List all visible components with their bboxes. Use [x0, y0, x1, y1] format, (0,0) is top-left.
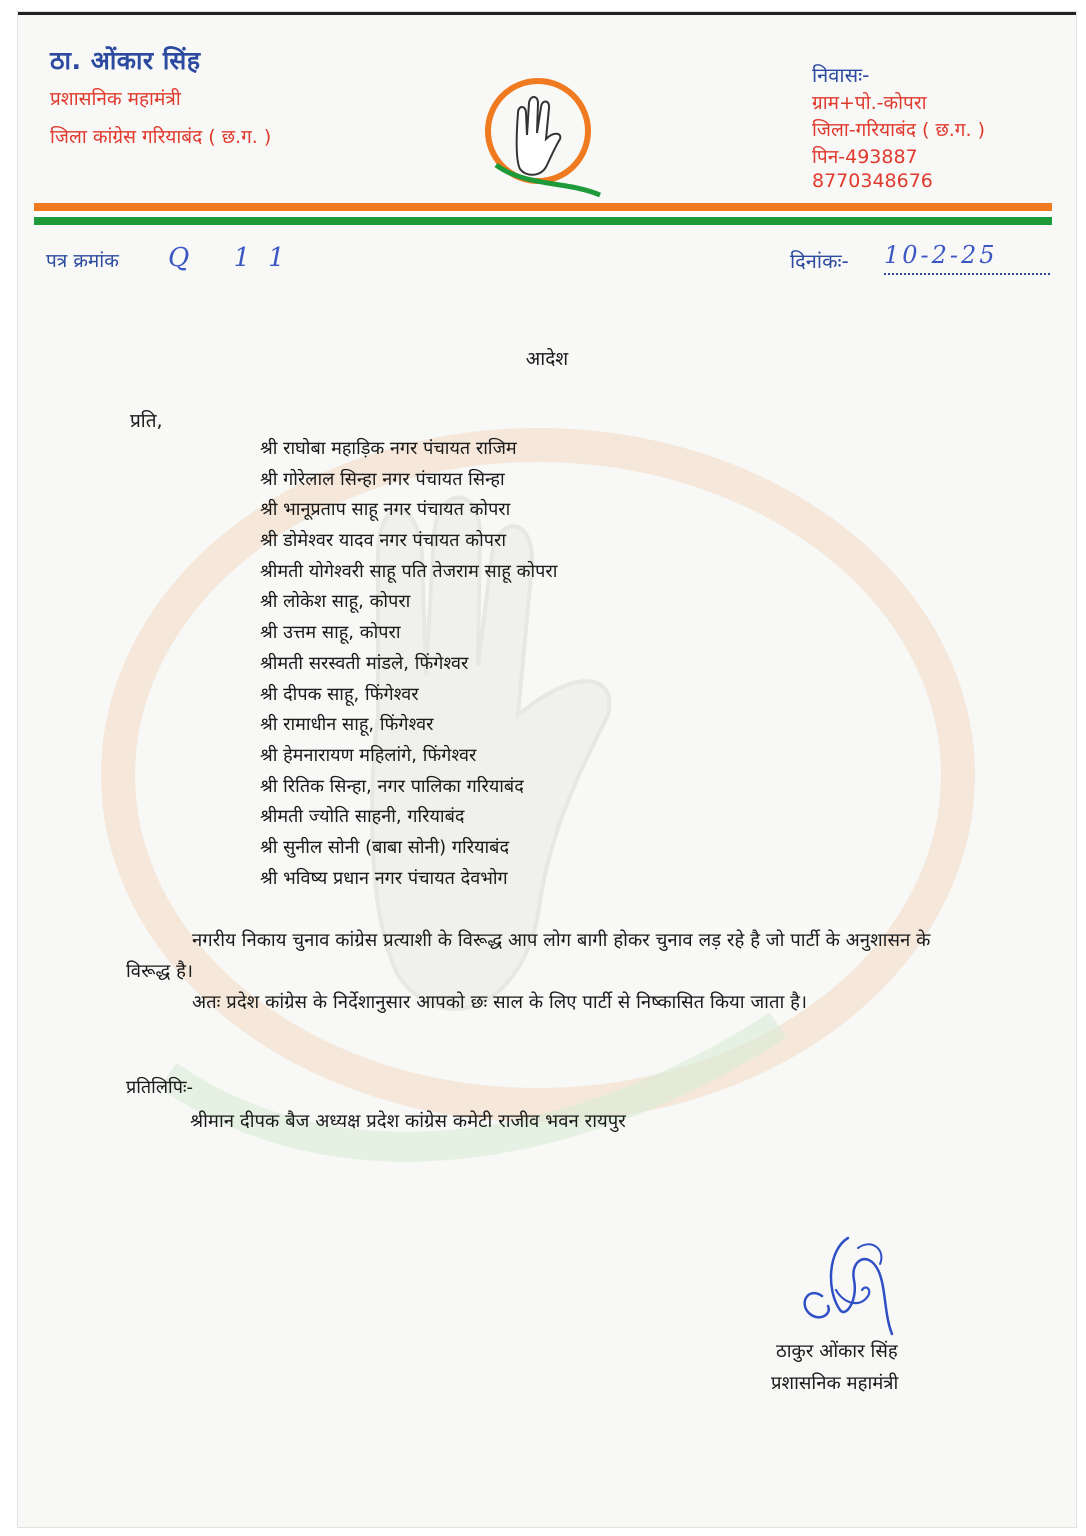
saffron-rule — [34, 203, 1052, 211]
letter-page — [18, 12, 1076, 1527]
signatory-title: प्रशासनिक महामंत्री — [771, 1373, 899, 1394]
date-value: 10-2-25 — [884, 241, 998, 269]
recipient-item: श्री लोकेश साहू, कोपरा — [260, 591, 411, 613]
recipient-item: श्री डोमेश्वर यादव नगर पंचायत कोपरा — [260, 530, 506, 552]
residence-pin: पिन-493887 — [812, 146, 918, 168]
sender-name: ठा. ओंकार सिंह — [50, 46, 201, 75]
date-dotted-line — [884, 273, 1050, 275]
recipient-item: श्री भविष्य प्रधान नगर पंचायत देवभोग — [260, 867, 508, 889]
order-heading: आदेश — [525, 348, 569, 370]
recipient-item: श्री सुनील सोनी (बाबा सोनी) गरियाबंद — [260, 836, 510, 858]
recipient-item: श्री राघोबा महाड़िक नगर पंचायत राजिम — [260, 438, 517, 459]
residence-phone: 8770348676 — [812, 170, 933, 192]
copy-to-recipient: श्रीमान दीपक बैज अध्यक्ष प्रदेश कांग्रेस कमेटी राजीव भवन रायपुर — [190, 1111, 626, 1132]
handwritten-signature — [788, 1230, 908, 1340]
residence-village: ग्राम+पो.-कोपरा — [812, 92, 927, 114]
reference-label: पत्र क्रमांक — [46, 250, 119, 272]
copy-to-label: प्रतिलिपिः- — [126, 1077, 194, 1098]
recipient-item: श्री रामाधीन साहू, फिंगेश्वर — [260, 714, 434, 736]
date-label: दिनांकः- — [790, 249, 849, 273]
recipient-item: श्री गोरेलाल सिन्हा नगर पंचायत सिन्हा — [260, 468, 505, 490]
recipient-item: श्री भानूप्रताप साहू नगर पंचायत कोपरा — [260, 499, 511, 521]
recipient-item: श्रीमती योगेश्वरी साहू पति तेजराम साहू कोपरा — [260, 560, 558, 582]
hand-emblem-icon — [476, 69, 606, 199]
recipient-item: श्री रितिक सिन्हा, नगर पालिका गरियाबंद — [260, 775, 524, 797]
recipient-list — [260, 434, 557, 894]
reference-number: Q 11 — [168, 243, 303, 273]
signatory-name: ठाकुर ओंकार सिंह — [776, 1341, 898, 1362]
sender-organization: जिला कांग्रेस गरियाबंद ( छ.ग. ) — [50, 126, 272, 148]
recipient-item: श्रीमती सरस्वती मांडले, फिंगेश्वर — [260, 652, 469, 674]
salutation: प्रति, — [130, 410, 163, 432]
green-rule — [34, 217, 1052, 225]
residence-label: निवासः- — [812, 63, 870, 87]
recipient-item: श्रीमती ज्योति साहनी, गरियाबंद — [260, 806, 465, 828]
order-body — [126, 925, 956, 1018]
residence-district: जिला-गरियाबंद ( छ.ग. ) — [812, 119, 985, 141]
recipient-item: श्री हेमनारायण महिलांगे, फिंगेश्वर — [260, 744, 477, 766]
recipient-item: श्री उत्तम साहू, कोपरा — [260, 622, 401, 644]
order-paragraph-1: नगरीय निकाय चुनाव कांग्रेस प्रत्याशी के विरूद्ध आप लोग बागी होकर चुनाव लड़ रहे है जो पार्टी के अनुशासन के विरूद्ध है। — [126, 930, 931, 982]
sender-role: प्रशासनिक महामंत्री — [50, 88, 181, 110]
order-paragraph-2: अतः प्रदेश कांग्रेस के निर्देशानुसार आपको छः साल के लिए पार्टी से निष्कासित किया जाता है। — [192, 992, 808, 1013]
recipient-item: श्री दीपक साहू, फिंगेश्वर — [260, 683, 419, 705]
